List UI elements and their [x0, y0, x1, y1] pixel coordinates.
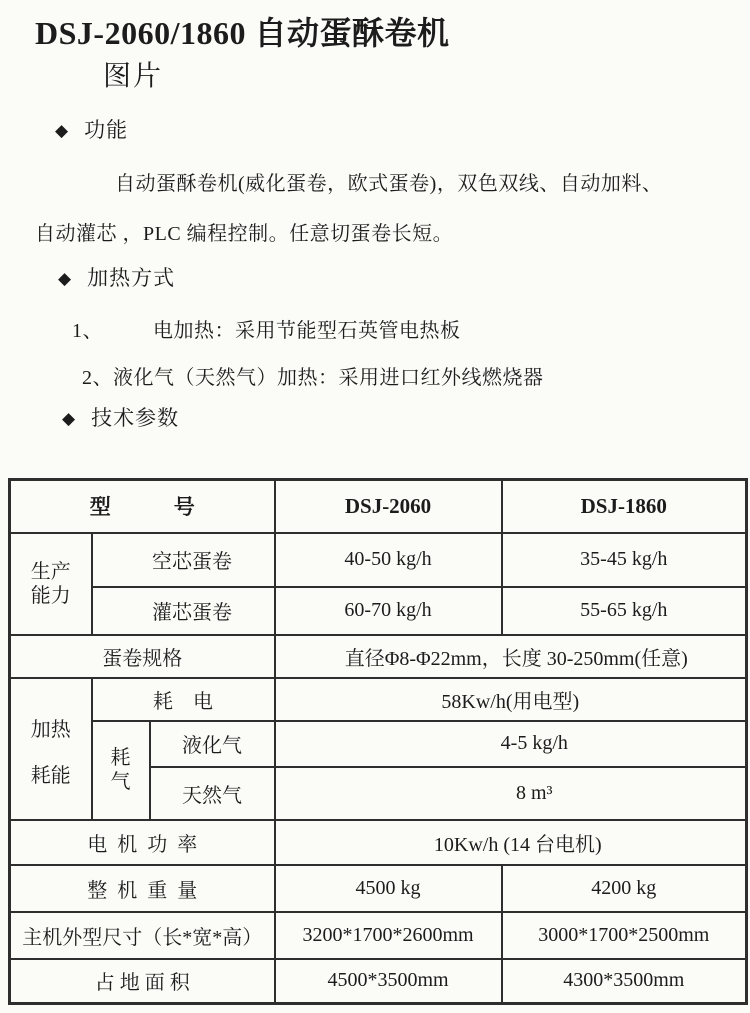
cell-hollow-dsj1860: 35-45 kg/h	[502, 533, 747, 587]
heating-item-1	[72, 314, 461, 343]
cell-roll-spec-label: 蛋卷规格	[10, 635, 275, 678]
features-heading-label: 功能	[84, 118, 129, 142]
heating-heading-label: 加热方式	[87, 266, 176, 290]
cell-energy-group	[10, 678, 92, 820]
diamond-bullet-icon: ◆	[55, 120, 70, 140]
cell-hollow-label: 空芯蛋卷	[92, 533, 275, 587]
cell-natural-value: 8 m³	[275, 767, 747, 820]
table-row-hollow-roll	[10, 533, 747, 587]
table-row-weight	[10, 865, 747, 912]
table-row-motor	[10, 820, 747, 865]
section-heading-specs	[62, 403, 179, 431]
cell-filled-dsj2060: 60-70 kg/h	[275, 587, 502, 635]
gas-label-bottom: 气	[110, 771, 131, 793]
capacity-label-top: 生产	[30, 560, 71, 583]
cell-capacity-group	[10, 533, 92, 635]
heating-item-1-text: 电加热：采用节能型石英管电热板	[153, 320, 461, 342]
table-row-header	[10, 480, 747, 533]
cell-electric-value: 58Kw/h(用电型)	[275, 678, 747, 721]
cell-gas-group	[92, 721, 150, 820]
table-row-filled-roll	[10, 587, 747, 635]
table-row-dimensions	[10, 912, 747, 959]
table-row-lpg	[10, 721, 747, 767]
features-paragraph-line-2: 自动灌芯 ，PLC 编程控制。任意切蛋卷长短。	[35, 223, 454, 245]
cell-lpg-value: 4-5 kg/h	[275, 721, 747, 767]
diamond-bullet-icon: ◆	[62, 408, 77, 428]
cell-motor-value: 10Kw/h (14 台电机)	[275, 820, 747, 865]
diamond-bullet-icon: ◆	[58, 268, 73, 288]
cell-weight-label: 整 机 重 量	[10, 865, 275, 912]
table-row-footprint	[10, 959, 747, 1004]
cell-weight-dsj2060: 4500 kg	[275, 865, 502, 912]
heating-item-1-number: 1、	[72, 320, 103, 342]
page-title: DSJ-2060/1860 自动蛋酥卷机	[35, 15, 450, 51]
capacity-label-bottom: 能力	[30, 584, 71, 607]
cell-footprint-dsj1860: 4300*3500mm	[502, 959, 747, 1004]
gas-label-top: 耗	[110, 747, 131, 769]
cell-weight-dsj1860: 4200 kg	[502, 865, 747, 912]
spec-table	[8, 478, 748, 1005]
cell-filled-label: 灌芯蛋卷	[92, 587, 275, 635]
page-subtitle: 图片	[103, 61, 164, 92]
cell-dimensions-dsj1860: 3000*1700*2500mm	[502, 912, 747, 959]
cell-footprint-label: 占 地 面 积	[10, 959, 275, 1004]
cell-motor-label: 电 机 功 率	[10, 820, 275, 865]
cell-roll-spec-value: 直径Φ8-Φ22mm，长度 30-250mm(任意)	[275, 635, 747, 678]
energy-label-top: 加热	[30, 719, 71, 741]
cell-col-dsj2060: DSJ-2060	[275, 480, 502, 533]
cell-natural-label: 天然气	[150, 767, 275, 820]
cell-dimensions-label: 主机外型尺寸（长*宽*高）	[10, 912, 275, 959]
cell-model-label: 型 号	[10, 480, 275, 533]
cell-electric-label: 耗 电	[92, 678, 275, 721]
cell-hollow-dsj2060: 40-50 kg/h	[275, 533, 502, 587]
cell-dimensions-dsj2060: 3200*1700*2600mm	[275, 912, 502, 959]
features-paragraph-line-1: 自动蛋酥卷机(威化蛋卷，欧式蛋卷)，双色双线、自动加料、	[115, 173, 663, 195]
table-row-roll-spec	[10, 635, 747, 678]
heating-item-2: 2、液化气（天然气）加热：采用进口红外线燃烧器	[82, 367, 544, 389]
table-row-electric	[10, 678, 747, 721]
cell-footprint-dsj2060: 4500*3500mm	[275, 959, 502, 1004]
cell-filled-dsj1860: 55-65 kg/h	[502, 587, 747, 635]
energy-label-bottom: 耗能	[30, 765, 71, 787]
cell-lpg-label: 液化气	[150, 721, 275, 767]
section-heading-heating	[58, 263, 175, 291]
cell-col-dsj1860: DSJ-1860	[502, 480, 747, 533]
specs-heading-label: 技术参数	[91, 406, 180, 430]
section-heading-features	[55, 115, 128, 143]
